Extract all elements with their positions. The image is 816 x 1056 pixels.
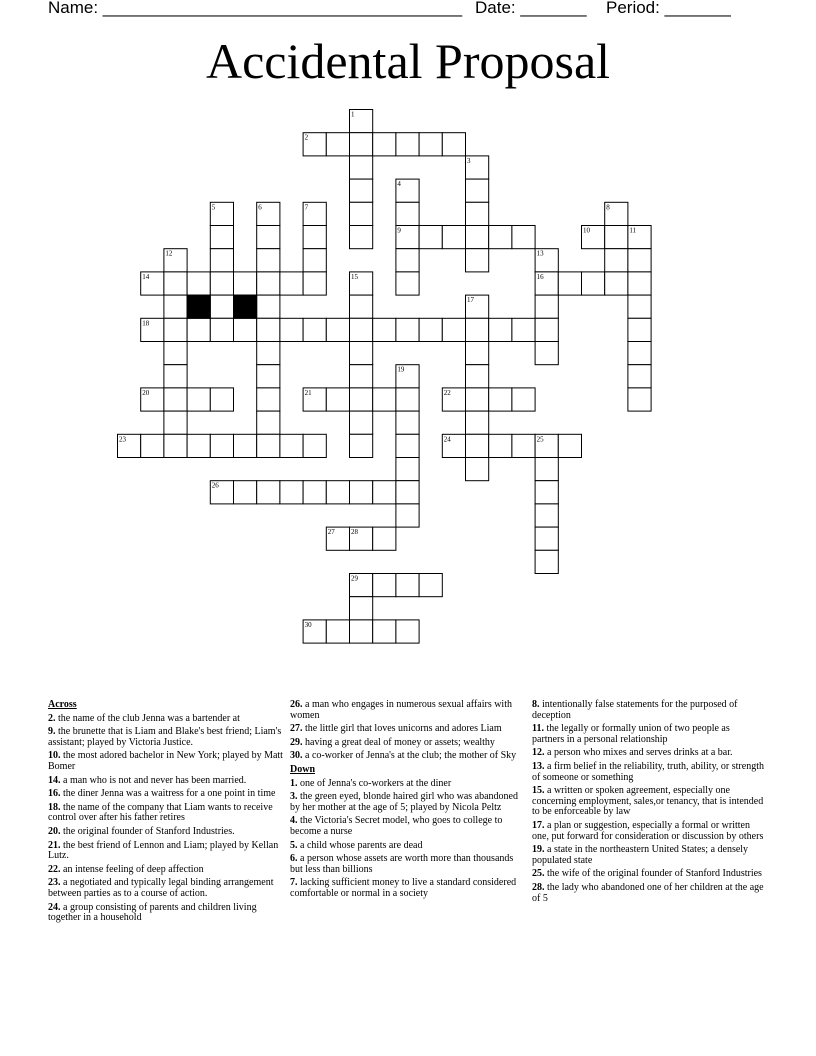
clue-item [48,751,284,772]
grid-cell[interactable] [466,411,489,434]
grid-cell[interactable] [396,318,419,341]
grid-cell[interactable] [512,388,535,411]
grid-cell[interactable] [466,458,489,481]
clue-item-text: one of Jenna's co-workers at the diner [297,777,452,789]
grid-cell[interactable] [373,574,396,597]
clues-column-2 [290,700,524,903]
grid-cell[interactable] [466,365,489,388]
clue-number: 8 [606,203,610,212]
clue-number: 4 [397,180,401,189]
clue-number: 20 [142,388,150,397]
grid-cell[interactable] [628,342,651,365]
grid-cell[interactable] [605,226,628,249]
grid-cell[interactable] [164,318,187,341]
clue-item-number: 5. [290,839,298,851]
clue-item-number: 16. [48,788,61,800]
clue-item-number: 3. [290,791,298,803]
clue-item [48,789,284,800]
clue-item-number: 30. [290,750,303,762]
clue-item-text: the brunette that is Liam and Blake's best friend; Liam's assistant; played by Victoria Justice. [48,726,282,748]
clue-item-text: a man who engages in numerous sexual affairs with women [290,699,512,721]
grid-cell[interactable] [466,179,489,202]
clue-item-text: lacking sufficient money to live a standard considered comfortable or normal in a society [290,877,517,899]
clue-item-number: 25. [532,868,545,880]
clue-item-text: the little girl that loves unicorns and adores Liam [302,723,502,735]
clue-item [290,779,524,790]
grid-cell[interactable] [535,342,558,365]
clue-number: 30 [304,620,312,629]
grid-cell[interactable] [396,434,419,457]
grid-cell[interactable] [419,226,442,249]
clue-number: 21 [304,388,312,397]
clue-item-number: 22. [48,863,61,875]
grid-cell[interactable] [164,272,187,295]
clue-item [290,738,524,749]
clue-item-text: the green eyed, blonde haired girl who was abandoned by her mother at the age of 5; played by Nicola Peltz [290,791,518,813]
clue-item-text: a negotiated and typically legal binding arrangement between parties as to a course of action. [48,877,274,899]
name-field-label[interactable]: Name: ______________________________________ [48,0,463,17]
grid-cell[interactable] [373,318,396,341]
grid-cell[interactable] [350,156,373,179]
grid-cell[interactable] [558,434,581,457]
grid-cell[interactable] [350,342,373,365]
grid-cell[interactable] [419,133,442,156]
grid-cell[interactable] [489,318,512,341]
clue-item [290,841,524,852]
grid-cell[interactable] [187,272,210,295]
grid-cell[interactable] [373,481,396,504]
clue-item-text: the most adored bachelor in New York; played by Matt Bomer [48,750,283,772]
grid-cell[interactable] [512,434,535,457]
grid-cell[interactable] [489,388,512,411]
clue-item-text: a plan or suggestion, especially a formal or written one, put forward for consideration or discussion by others [532,819,764,842]
across-heading: Across [48,699,77,710]
grid-cell[interactable] [350,179,373,202]
grid-cell[interactable] [350,318,373,341]
clue-item [290,878,524,899]
grid-cell[interactable] [466,226,489,249]
grid-cell[interactable] [141,434,164,457]
clue-item [532,748,764,759]
clue-number: 2 [304,133,309,142]
grid-cell[interactable] [350,597,373,620]
clue-item [532,762,764,783]
clue-item-text: a state in the northeastern United States; a densely populated state [532,844,749,866]
clue-item-number: 14. [48,774,61,786]
clue-item-text: a man who is not and never has been married. [60,774,247,786]
clue-number: 14 [142,272,150,281]
clue-item [290,751,524,762]
grid-cell[interactable] [187,434,210,457]
clue-item-text: an intense feeling of deep affection [60,863,204,875]
grid-cell[interactable] [535,481,558,504]
clue-item-number: 27. [290,723,303,735]
grid-cell[interactable] [210,272,233,295]
clue-item [48,903,284,924]
clue-item [48,803,284,824]
grid-cell[interactable] [628,365,651,388]
clue-item [48,878,284,899]
clue-item [290,854,524,875]
clue-number: 26 [211,481,219,490]
clue-item [48,865,284,876]
puzzle-title: Accidental Proposal [205,33,611,89]
grid-cell[interactable] [303,318,326,341]
clue-item-number: 19. [532,844,545,856]
clue-number: 3 [467,156,471,165]
grid-cell[interactable] [605,272,628,295]
clues-column-1 [48,700,284,927]
clue-item-number: 9. [48,726,56,738]
clue-number: 19 [397,365,405,374]
grid-cell[interactable] [164,342,187,365]
clue-number: 27 [327,528,335,537]
grid-cell[interactable] [257,272,280,295]
grid-cell[interactable] [350,226,373,249]
grid-cell[interactable] [210,388,233,411]
grid-cell[interactable] [303,481,326,504]
clue-item-number: 11. [532,723,544,735]
grid-cell[interactable] [210,226,233,249]
clue-number: 22 [443,388,451,397]
grid-cell[interactable] [396,481,419,504]
clue-item-number: 15. [532,785,545,797]
clue-item-text: the legally or formally union of two people as partners in a personal relationship [532,723,730,745]
grid-cell[interactable] [373,620,396,643]
grid-cell[interactable] [628,295,651,318]
clue-item-text: a child whose parents are dead [297,839,423,851]
clue-number: 13 [536,249,544,258]
clue-item [290,792,524,813]
grid-cell[interactable] [535,318,558,341]
clue-item [48,827,284,838]
grid-cell[interactable] [210,318,233,341]
clue-item-number: 23. [48,877,61,889]
grid-cell[interactable] [419,574,442,597]
grid-cell[interactable] [350,434,373,457]
clue-item-number: 7. [290,877,298,889]
clue-item-text: a written or spoken agreement, especially one concerning employment, sales,or tenancy, that is intended to be enforceable by law [532,785,764,818]
clue-item-text: a person whose assets are worth more than thousands but less than billions [290,853,514,875]
clue-item [48,727,284,748]
grid-cell[interactable] [303,226,326,249]
grid-cell[interactable] [234,481,257,504]
clue-item-number: 20. [48,825,61,837]
grid-cell[interactable] [396,411,419,434]
grid-cell[interactable] [257,411,280,434]
clue-item-number: 13. [532,760,545,772]
clue-number: 24 [443,435,451,444]
grid-cell[interactable] [535,458,558,481]
clue-number: 17 [467,296,474,305]
grid-cell[interactable] [303,434,326,457]
clue-item-number: 21. [48,839,61,851]
clue-item-text: the diner Jenna was a waitress for a one point in time [60,788,276,800]
grid-cell[interactable] [466,342,489,365]
grid-cell[interactable] [489,434,512,457]
grid-cell[interactable] [396,249,419,272]
clue-item [532,869,764,880]
clue-item-text: a group consisting of parents and children living together in a household [48,901,257,924]
grid-cell[interactable] [350,295,373,318]
grid-cell[interactable] [234,272,257,295]
grid-cell[interactable] [535,527,558,550]
clue-item-text: having a great deal of money or assets; wealthy [302,736,495,748]
grid-cell[interactable] [466,249,489,272]
grid-cell[interactable] [628,249,651,272]
clue-number: 16 [536,272,544,281]
grid-cell[interactable] [257,226,280,249]
grid-cell[interactable] [164,295,187,318]
clue-number: 12 [165,249,173,258]
clue-number: 7 [304,203,309,212]
grid-cell[interactable] [628,318,651,341]
clue-number: 6 [258,203,262,212]
clue-item-number: 4. [290,815,298,827]
clue-item-text: the original founder of Stanford Industries. [60,825,235,837]
grid-cell[interactable] [582,272,605,295]
grid-cell[interactable] [512,318,535,341]
grid-cell[interactable] [489,226,512,249]
grid-cell[interactable] [326,388,349,411]
grid-cell[interactable] [628,272,651,295]
grid-cell[interactable] [628,388,651,411]
grid-cell[interactable] [234,434,257,457]
clue-item-number: 24. [48,901,61,913]
grid-cell[interactable] [326,318,349,341]
clue-item-number: 29. [290,736,303,748]
grid-cell[interactable] [396,388,419,411]
grid-cell[interactable] [466,434,489,457]
grid-cell[interactable] [396,574,419,597]
clue-item [48,776,284,787]
grid-cell[interactable] [373,527,396,550]
clue-item-text: the Victoria's Secret model, who goes to college to become a nurse [290,815,503,837]
clue-item-number: 2. [48,712,56,724]
grid-cell[interactable] [210,249,233,272]
grid-cell[interactable] [257,295,280,318]
grid-cell[interactable] [187,388,210,411]
clue-item [290,816,524,837]
grid-cell[interactable] [257,388,280,411]
grid-cell[interactable] [350,133,373,156]
clue-item-number: 1. [290,777,298,789]
clue-item-text: the name of the company that Liam wants to receive control over after his father retires [48,801,273,824]
clue-item [532,821,764,842]
grid-cell[interactable] [257,434,280,457]
clue-item-text: a firm belief in the reliability, truth, ability, or strength of someone or something [532,760,764,783]
grid-cell[interactable] [512,226,535,249]
clue-item [532,845,764,866]
clue-number: 18 [142,319,150,328]
clue-item-number: 28. [532,881,545,893]
grid-cell[interactable] [350,202,373,225]
grid-cell[interactable] [535,504,558,527]
grid-cell[interactable] [442,226,465,249]
grid-cell[interactable] [442,133,465,156]
grid-cell[interactable] [257,249,280,272]
grid-cell[interactable] [466,202,489,225]
grid-cell[interactable] [350,388,373,411]
clue-number: 23 [119,435,126,444]
grid-cell[interactable] [350,411,373,434]
clues-column-3 [532,700,764,907]
grid-cell[interactable] [396,133,419,156]
clue-item-number: 10. [48,750,61,762]
clue-item-text: a co-worker of Jenna's at the club; the mother of Sky [302,750,517,762]
clue-number: 11 [629,226,637,235]
clue-number: 1 [351,110,355,119]
grid-cell[interactable] [396,504,419,527]
black-square [234,295,257,318]
grid-cell[interactable] [396,458,419,481]
grid-cell[interactable] [164,388,187,411]
grid-cell[interactable] [326,133,349,156]
down-heading: Down [290,763,316,775]
grid-cell[interactable] [396,202,419,225]
period-field-label[interactable]: Period: _______ [606,0,731,17]
grid-cell[interactable] [350,481,373,504]
grid-cell[interactable] [257,318,280,341]
grid-cell[interactable] [350,365,373,388]
clue-item-number: 12. [532,747,545,759]
grid-cell[interactable] [164,411,187,434]
clue-item-text: the wife of the original founder of Stanford Industries [544,868,762,880]
clue-item [532,724,764,745]
black-square [187,295,210,318]
grid-cell[interactable] [234,318,257,341]
grid-cell[interactable] [396,620,419,643]
clue-item-text: the lady who abandoned one of her children at the age of 5 [532,881,764,904]
grid-cell[interactable] [164,434,187,457]
clue-item-text: a person who mixes and serves drinks at a bar. [544,747,733,759]
grid-cell[interactable] [466,318,489,341]
clue-number: 10 [583,226,590,235]
grid-cell[interactable] [396,272,419,295]
grid-cell[interactable] [373,388,396,411]
grid-cell[interactable] [257,365,280,388]
date-field-label[interactable]: Date: _______ [475,0,587,17]
clue-number: 25 [536,435,544,444]
clue-number: 28 [351,528,358,537]
grid-cell[interactable] [303,272,326,295]
clue-item [532,883,764,904]
grid-cell[interactable] [419,318,442,341]
clue-item-number: 18. [48,801,61,813]
grid-cell[interactable] [187,318,210,341]
clue-item-number: 8. [532,699,540,710]
grid-cell[interactable] [280,318,303,341]
clue-item-text: intentionally false statements for the purposed of deception [532,699,738,721]
grid-cell[interactable] [535,295,558,318]
grid-cell[interactable] [280,272,303,295]
grid-cell[interactable] [303,249,326,272]
grid-cell[interactable] [210,434,233,457]
clue-item [48,841,284,862]
clue-item-text: the best friend of Lennon and Liam; played by Kellan Lutz. [48,839,279,862]
clue-item [290,724,524,735]
grid-cell[interactable] [280,481,303,504]
clue-number: 29 [351,574,358,583]
grid-cell[interactable] [373,133,396,156]
grid-cell[interactable] [210,295,233,318]
clue-number: 15 [351,272,358,281]
clue-item-number: 6. [290,853,298,865]
clue-item-text: the name of the club Jenna was a bartender at [55,712,240,724]
clue-item-number: 26. [290,699,303,710]
grid-cell[interactable] [466,388,489,411]
grid-cell[interactable] [326,620,349,643]
clue-item [532,786,764,818]
grid-cell[interactable] [326,481,349,504]
grid-cell[interactable] [558,272,581,295]
grid-cell[interactable] [442,318,465,341]
grid-cell[interactable] [280,434,303,457]
clue-item [532,700,764,721]
clue-item-number: 17. [532,819,545,831]
grid-cell[interactable] [164,365,187,388]
grid-cell[interactable] [350,620,373,643]
grid-cell[interactable] [257,342,280,365]
clue-item [48,714,284,725]
clue-number: 5 [211,203,216,212]
clue-number: 9 [397,226,401,235]
grid-cell[interactable] [605,249,628,272]
clue-item [290,700,524,721]
grid-cell[interactable] [535,550,558,573]
grid-cell[interactable] [257,481,280,504]
